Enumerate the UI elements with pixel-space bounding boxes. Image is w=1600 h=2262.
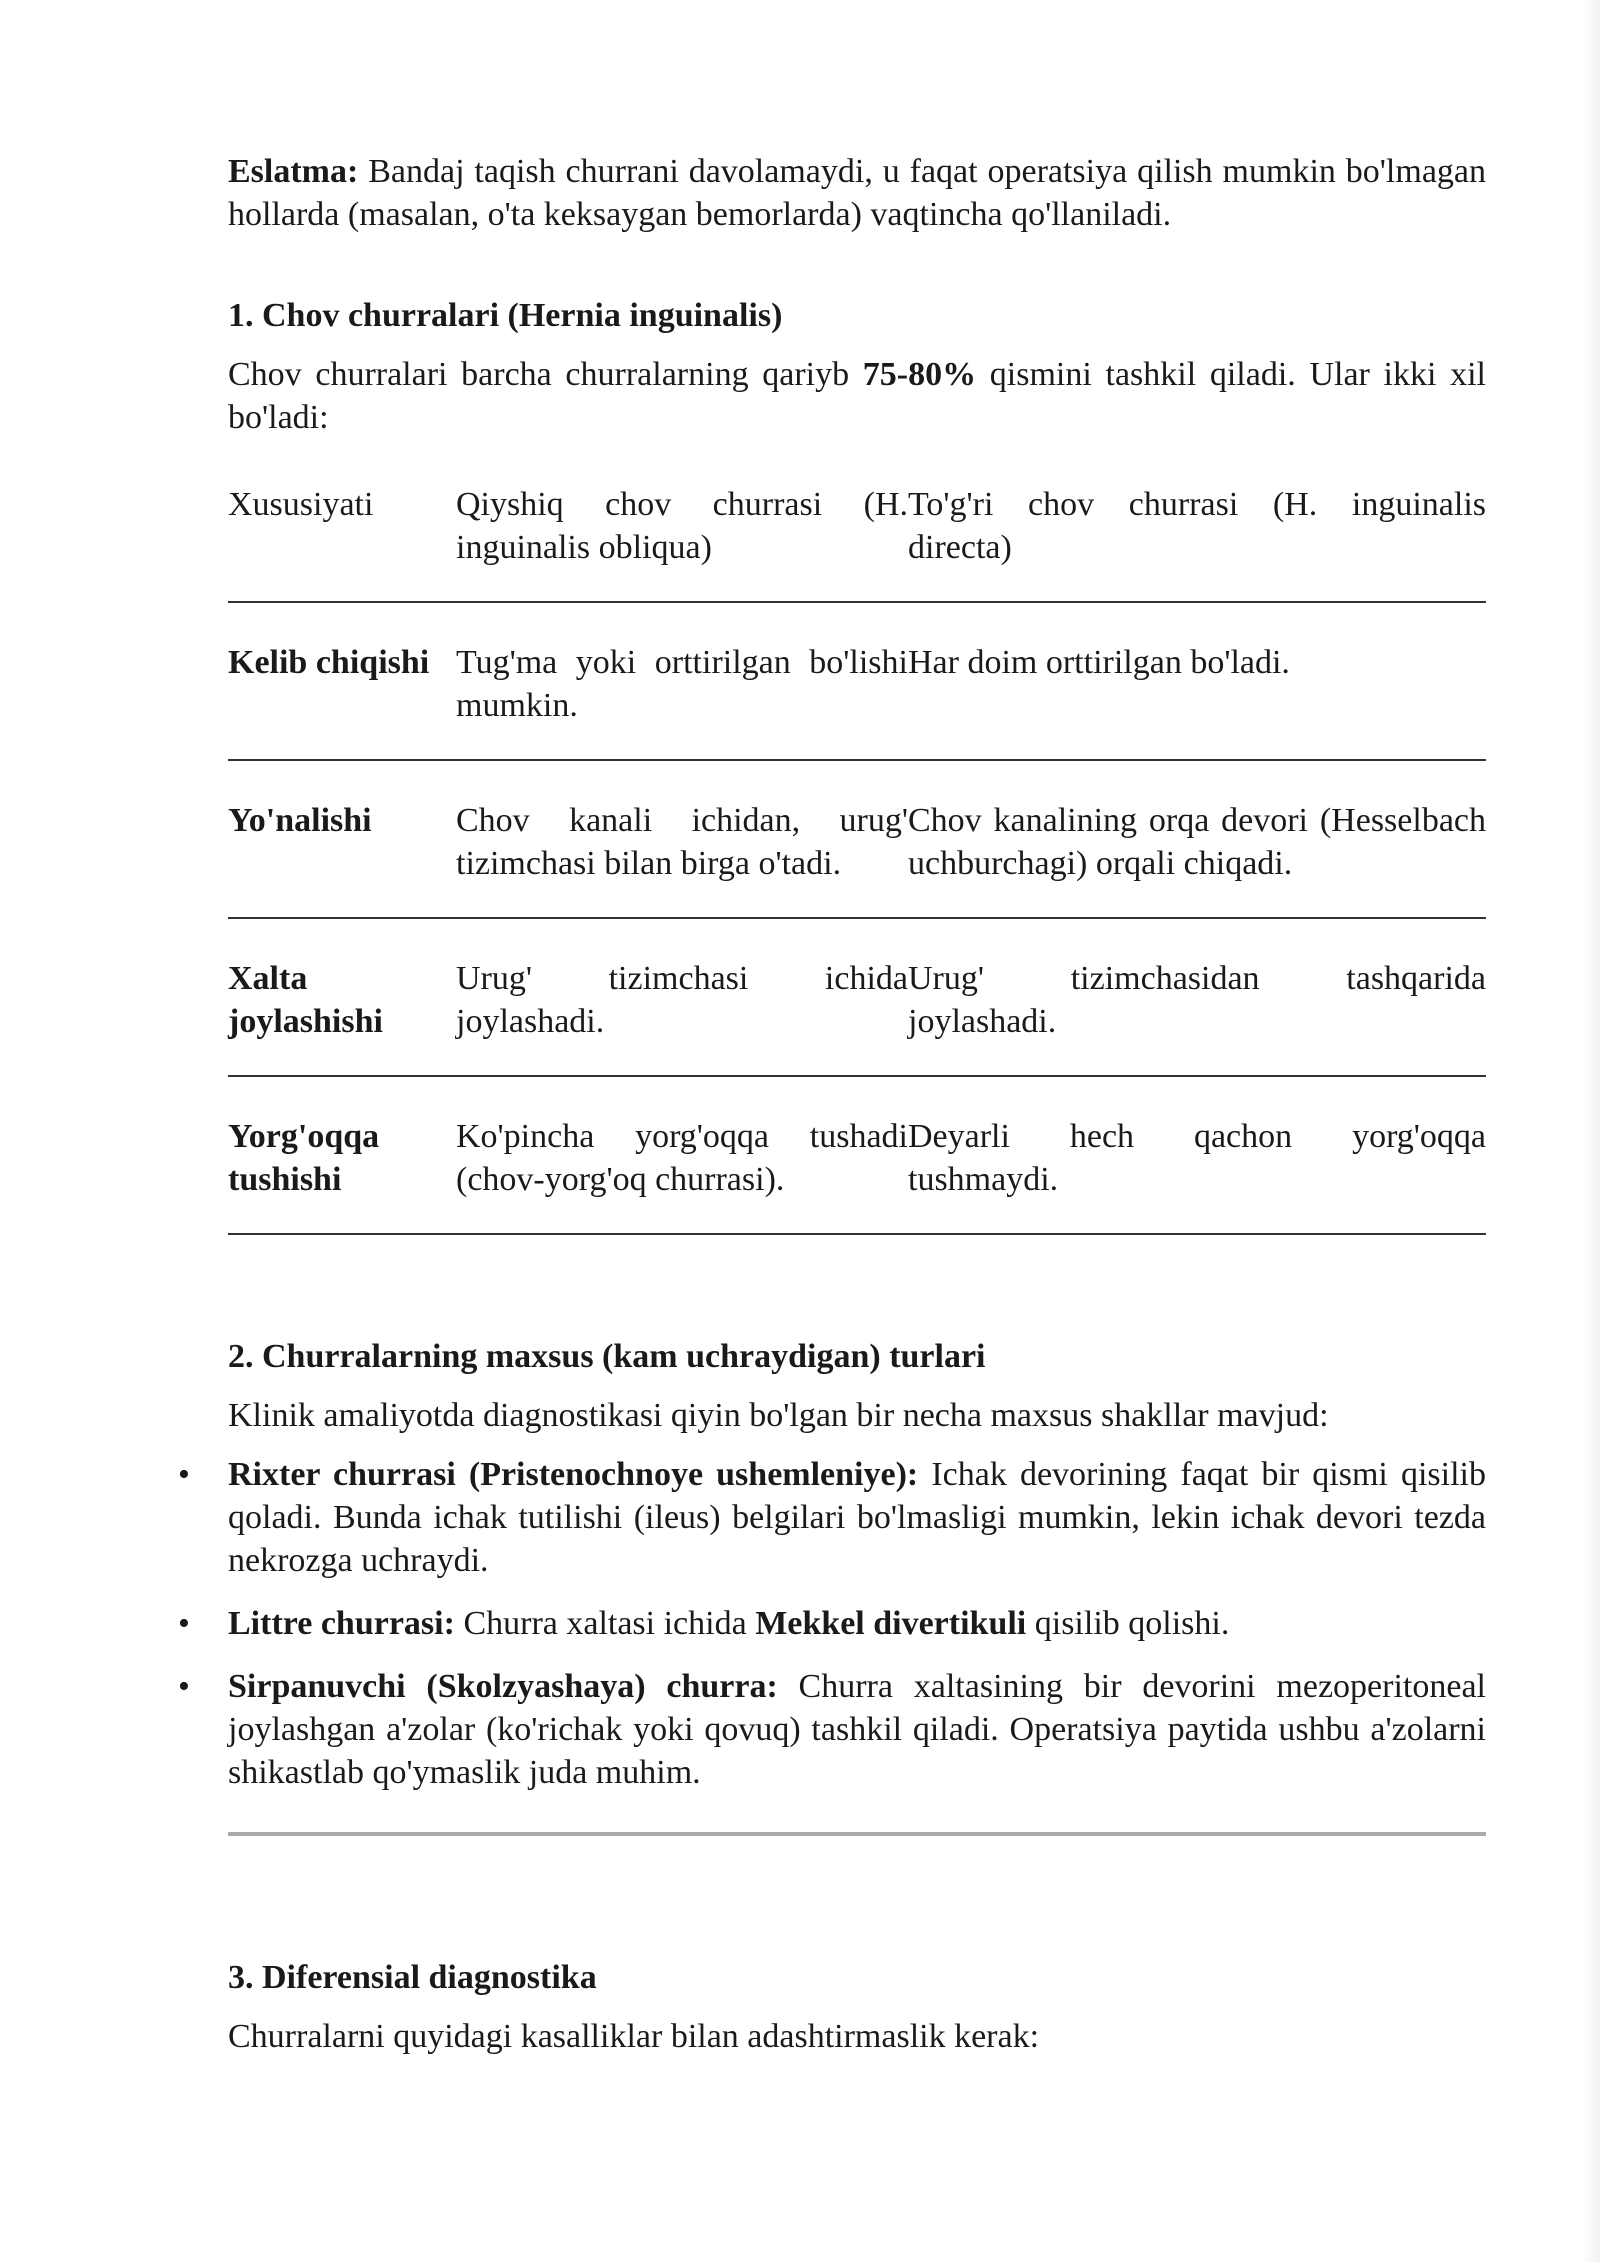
section1-intro-text-a: Chov churralari barcha churralarning qariyb (228, 356, 863, 393)
table-header-cell: To'g'ri chov churrasi (H. inguinalis directa) (908, 483, 1486, 602)
item-bold-term: Mekkel divertikuli (755, 1605, 1027, 1642)
row-label: Xalta joylashishi (228, 918, 456, 1076)
bullet-icon: • (178, 1456, 190, 1493)
item-title: Littre churrasi: (228, 1605, 455, 1642)
section2-intro: Klinik amaliyotda diagnostikasi qiyin bo'lgan bir necha maxsus shakllar mavjud: (228, 1397, 1329, 1434)
note-text: Bandaj taqish churrani davolamaydi, u faqat operatsiya qilish mumkin bo'lmagan hollarda (masalan, o'ta keksaygan bemorlarda) vaqtincha qo'llaniladi. (228, 153, 1486, 233)
item-title: Rixter churrasi (Pristenochnoye ushemleniye): (228, 1456, 919, 1493)
table-cell-oblique: Ko'pincha yorg'oqqa tushadi (chov-yorg'oq churrasi). (456, 1076, 908, 1234)
table-cell-oblique: Urug' tizimchasi ichida joylashadi. (456, 918, 908, 1076)
row-label: Kelib chiqishi (228, 602, 456, 760)
section1-intro-percent: 75-80% (862, 356, 977, 393)
section3-intro: Churralarni quyidagi kasalliklar bilan adashtirmaslik kerak: (228, 2018, 1040, 2055)
row-label: Yo'nalishi (228, 760, 456, 918)
section2-heading: 2. Churralarning maxsus (kam uchraydigan) turlari (228, 1338, 986, 1375)
bullet-icon: • (178, 1605, 190, 1642)
section1-intro (228, 353, 1486, 439)
table-cell-direct: Urug' tizimchasidan tashqarida joylashadi. (908, 918, 1486, 1076)
section1-heading: 1. Chov churralari (Hernia inguinalis) (228, 297, 783, 334)
table-cell-direct: Chov kanalining orqa devori (Hesselbach uchburchagi) orqali chiqadi. (908, 760, 1486, 918)
list-item (178, 1453, 1486, 1582)
table-header-row (228, 483, 1486, 602)
document-page (178, 150, 1486, 2058)
table-cell-direct: Deyarli hech qachon yorg'oqqa tushmaydi. (908, 1076, 1486, 1234)
table-cell-direct: Har doim orttirilgan bo'ladi. (908, 602, 1486, 760)
list-item (178, 1665, 1486, 1794)
table-row (228, 918, 1486, 1076)
table-row (228, 602, 1486, 760)
section2 (178, 1335, 1486, 1836)
page-edge-shade (1582, 0, 1600, 2262)
note-label: Eslatma: (228, 153, 359, 190)
table-header-cell: Xususiyati (228, 483, 456, 602)
item-title: Sirpanuvchi (Skolzyashaya) churra: (228, 1668, 778, 1705)
row-label: Yorg'oqqa tushishi (228, 1076, 456, 1234)
table-cell-oblique: Chov kanali ichidan, urug' tizimchasi bilan birga o'tadi. (456, 760, 908, 918)
item-text: Churra xaltasi ichida (454, 1605, 756, 1642)
item-text: qisilib qolishi. (1026, 1605, 1230, 1642)
special-hernia-list (178, 1453, 1486, 1794)
table-row (228, 1076, 1486, 1234)
item-text: Ichak devorining faqat bir qismi qisilib qoladi. Bunda ichak tutilishi (ileus) belgilari bo'lmasligi mumkin, lekin ichak devori tezda nekrozga uchraydi. (228, 1456, 1486, 1579)
section3 (228, 1956, 1486, 2058)
section1-intro-text-b: qismini tashkil qiladi. Ular ikki xil bo'ladi: (228, 356, 1486, 436)
bullet-icon: • (178, 1668, 190, 1705)
table-cell-oblique: Tug'ma yoki orttirilgan bo'lishi mumkin. (456, 602, 908, 760)
item-text: Churra xaltasining bir devorini mezoperitoneal joylashgan a'zolar (ko'richak yoki qovuq) tashkil qiladi. Operatsiya paytida ushbu a'zolarni shikastlab qo'ymaslik juda muhim. (228, 1668, 1486, 1791)
table-header-cell: Qiyshiq chov churrasi (H. inguinalis obliqua) (456, 483, 908, 602)
hernia-comparison-table (228, 483, 1486, 1235)
section3-heading: 3. Diferensial diagnostika (228, 1959, 597, 1996)
note-paragraph (228, 150, 1486, 236)
list-item (178, 1602, 1486, 1645)
table-row (228, 760, 1486, 918)
